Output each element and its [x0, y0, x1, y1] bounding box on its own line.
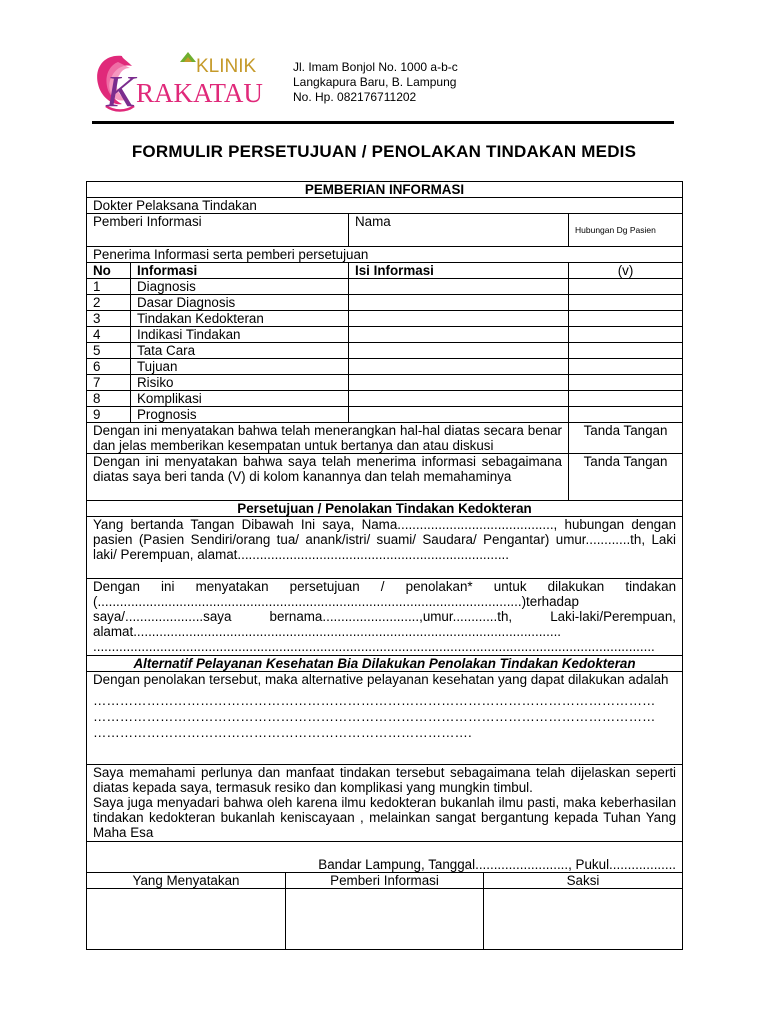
row-check-cell[interactable] — [569, 279, 683, 295]
row-isi-informasi-cell[interactable] — [349, 327, 569, 343]
table-row — [87, 327, 683, 343]
consent-paragraph-2-dots: ....................................................................................................................................................... — [93, 639, 655, 654]
row-check-cell[interactable] — [569, 359, 683, 375]
consent-paragraph-1[interactable]: Yang bertanda Tangan Dibawah Ini saya, Nama.........................................., hubungan dengan pasien (Pasien Sendiri/orang tua/ anank/istri/ suami/ Saudara/ Pengantar) umur............th, Laki laki/ Perempuan, alamat......................................................................... — [87, 517, 683, 579]
alternatif-text: Dengan penolakan tersebut, maka alternative pelayanan kesehatan yang dapat dilakukan adalah — [93, 672, 669, 687]
sig-header-yang-menyatakan: Yang Menyatakan — [87, 873, 286, 889]
alternatif-line-1: ……………………………………………………………………………………………………………… — [93, 693, 656, 708]
address-line-3: No. Hp. 082176711202 — [293, 90, 417, 104]
info-table — [86, 181, 683, 873]
section-header-alternatif: Alternatif Pelayanan Kesehatan Bia Dilakukan Penolakan Tindakan Kedokteran — [87, 656, 683, 672]
signature-table — [86, 872, 683, 950]
address-line-1: Jl. Imam Bonjol No. 1000 a-b-c — [293, 60, 458, 74]
hubungan-field[interactable] — [569, 214, 683, 247]
table-row — [87, 375, 683, 391]
table-row — [87, 343, 683, 359]
tanda-tangan-penerima[interactable]: Tanda Tangan — [569, 454, 683, 501]
row-no: 4 — [87, 327, 131, 343]
sig-box-pemberi-informasi[interactable] — [286, 889, 484, 950]
row-no: 2 — [87, 295, 131, 311]
alternatif-line-2: ……………………………………………………………………………………………………………… — [93, 709, 656, 724]
row-check-cell[interactable] — [569, 311, 683, 327]
row-check-cell[interactable] — [569, 327, 683, 343]
alternatif-line-3: …………………………………………………………………………. — [93, 725, 472, 740]
tanda-tangan-pemberi[interactable]: Tanda Tangan — [569, 423, 683, 454]
klinik-krakatau-logo — [92, 48, 292, 120]
section-header-persetujuan: Persetujuan / Penolakan Tindakan Kedokteran — [87, 501, 683, 517]
sig-box-saksi[interactable] — [484, 889, 683, 950]
row-check-cell[interactable] — [569, 295, 683, 311]
consent-paragraph-2-text: Dengan ini menyatakan persetujuan / penolakan* untuk dilakukan tindakan (..................................................................................................................)terhadap saya/.....................saya bernama..........................,umur............th, Laki-laki/Perempuan, alamat................................................................................................................... — [93, 579, 677, 639]
consent-paragraph-2[interactable] — [87, 579, 683, 656]
place-date-field[interactable]: Bandar Lampung, Tanggal........................., Pukul.................. — [87, 842, 683, 873]
row-informasi: Diagnosis — [131, 279, 349, 295]
alternatif-field[interactable] — [87, 672, 683, 765]
row-informasi: Prognosis — [131, 407, 349, 423]
table-row — [87, 279, 683, 295]
understanding-paragraph-1: Saya memahami perlunya dan manfaat tindakan tersebut sebagaimana telah dijelaskan seperti diatas kepada saya, termasuk resiko dan komplikasi yang mungkin timbul. — [93, 765, 677, 795]
row-check-cell[interactable] — [569, 375, 683, 391]
row-check-cell[interactable] — [569, 407, 683, 423]
row-isi-informasi-cell[interactable] — [349, 391, 569, 407]
sig-box-yang-menyatakan[interactable] — [87, 889, 286, 950]
table-row — [87, 407, 683, 423]
table-row — [87, 391, 683, 407]
row-no: 5 — [87, 343, 131, 359]
row-informasi: Indikasi Tindakan — [131, 327, 349, 343]
understanding-statement — [87, 765, 683, 842]
pemberi-informasi-field[interactable]: Pemberi Informasi — [87, 214, 349, 247]
row-informasi: Tata Cara — [131, 343, 349, 359]
col-header-isi-informasi: Isi Informasi — [349, 263, 569, 279]
understanding-paragraph-2: Saya juga menyadari bahwa oleh karena ilmu kedokteran bukanlah ilmu pasti, maka keberhasilan tindakan kedokteran bukanlah keniscayaan , melainkan sangat bergantung kepada Tuhan Yang Maha Esa — [93, 795, 677, 840]
row-isi-informasi-cell[interactable] — [349, 375, 569, 391]
row-no: 8 — [87, 391, 131, 407]
statement-pemberi: Dengan ini menyatakan bahwa telah menerangkan hal-hal diatas secara benar dan jelas memberikan kesempatan untuk bertanya dan atau diskusi — [87, 423, 569, 454]
table-row — [87, 311, 683, 327]
row-informasi: Risiko — [131, 375, 349, 391]
row-isi-informasi-cell[interactable] — [349, 311, 569, 327]
sig-header-pemberi-informasi: Pemberi Informasi — [286, 873, 484, 889]
logo-text-klinik: KLINIK — [196, 56, 257, 77]
col-header-no: No — [87, 263, 131, 279]
address-line-2: Langkapura Baru, B. Lampung — [293, 75, 457, 89]
row-no: 9 — [87, 407, 131, 423]
row-isi-informasi-cell[interactable] — [349, 407, 569, 423]
row-isi-informasi-cell[interactable] — [349, 279, 569, 295]
clinic-address — [293, 60, 458, 105]
medical-consent-form — [86, 181, 682, 950]
hubungan-label: Hubungan Dg Pasien — [575, 224, 656, 235]
header-divider — [92, 121, 674, 124]
row-no: 7 — [87, 375, 131, 391]
row-check-cell[interactable] — [569, 391, 683, 407]
row-informasi: Komplikasi — [131, 391, 349, 407]
row-informasi: Dasar Diagnosis — [131, 295, 349, 311]
row-check-cell[interactable] — [569, 343, 683, 359]
form-title: FORMULIR PERSETUJUAN / PENOLAKAN TINDAKAN MEDIS — [131, 142, 637, 161]
section-header-pemberian-informasi: PEMBERIAN INFORMASI — [87, 182, 683, 198]
col-header-check: (v) — [569, 263, 683, 279]
statement-penerima: Dengan ini menyatakan bahwa saya telah menerima informasi sebagaimana diatas saya beri tanda (V) di kolom kanannya dan telah memahaminya — [87, 454, 569, 501]
nama-field[interactable]: Nama — [349, 214, 569, 247]
row-isi-informasi-cell[interactable] — [349, 295, 569, 311]
logo-text-rakatau: RAKATAU — [136, 78, 263, 108]
sig-header-saksi: Saksi — [484, 873, 683, 889]
row-no: 1 — [87, 279, 131, 295]
col-header-informasi: Informasi — [131, 263, 349, 279]
table-row — [87, 359, 683, 375]
table-row — [87, 295, 683, 311]
logo-text-k: K — [106, 67, 136, 116]
penerima-informasi-field[interactable]: Penerima Informasi serta pemberi persetujuan — [87, 247, 683, 263]
row-no: 6 — [87, 359, 131, 375]
row-isi-informasi-cell[interactable] — [349, 343, 569, 359]
row-no: 3 — [87, 311, 131, 327]
dokter-pelaksana-field[interactable]: Dokter Pelaksana Tindakan — [87, 198, 683, 214]
row-isi-informasi-cell[interactable] — [349, 359, 569, 375]
row-informasi: Tujuan — [131, 359, 349, 375]
row-informasi: Tindakan Kedokteran — [131, 311, 349, 327]
